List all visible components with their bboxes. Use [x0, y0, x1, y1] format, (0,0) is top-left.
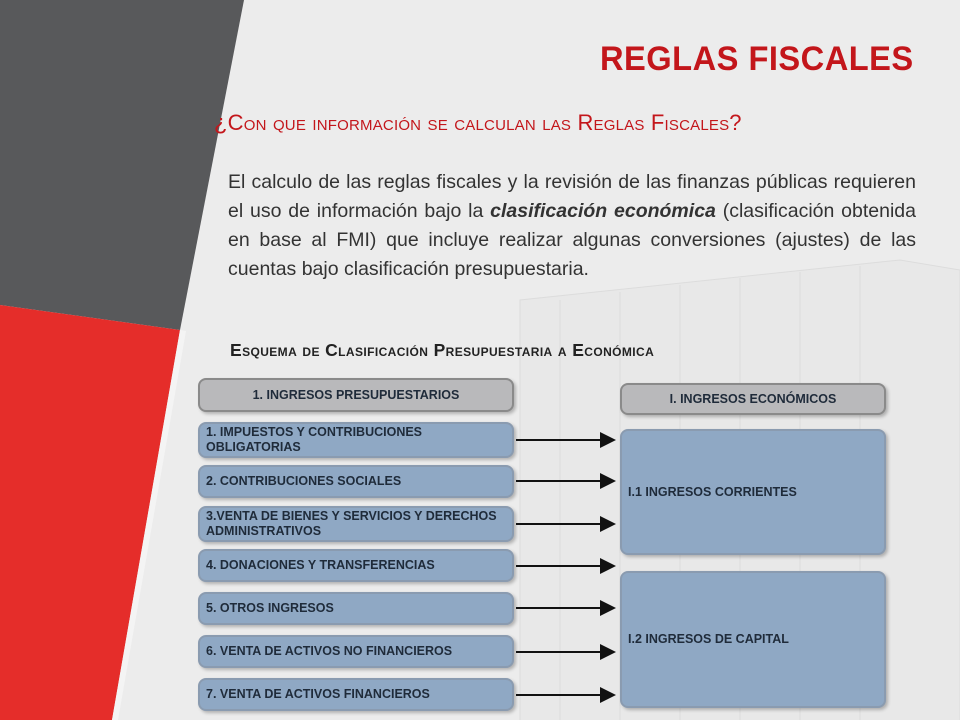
intro-paragraph	[228, 168, 916, 284]
left-item-7: 7. VENTA DE ACTIVOS FINANCIEROS	[198, 678, 514, 711]
slide-subtitle: ¿Con que información se calculan las Reglas Fiscales?	[214, 110, 742, 135]
left-item-5: 5. OTROS INGRESOS	[198, 592, 514, 625]
left-item-4: 4. DONACIONES Y TRANSFERENCIAS	[198, 549, 514, 582]
left-item-3: 3.VENTA DE BIENES Y SERVICIOS Y DERECHOS ADMINISTRATIVOS	[198, 506, 514, 542]
paragraph-emphasis: clasificación económica	[490, 200, 716, 222]
slide-title: REGLAS FISCALES	[600, 40, 914, 78]
right-header-box: I. INGRESOS ECONÓMICOS	[620, 383, 886, 415]
left-item-1: 1. IMPUESTOS Y CONTRIBUCIONES OBLIGATORIAS	[198, 422, 514, 458]
paragraph-part2: (clasificación obtenida en base al FMI) que incluye realizar algunas conversiones (ajustes) de las cuentas bajo clasificación presupuestaria.	[228, 200, 916, 280]
left-item-6: 6. VENTA DE ACTIVOS NO FINANCIEROS	[198, 635, 514, 668]
right-item-corrientes: I.1 INGRESOS CORRIENTES	[620, 429, 886, 555]
left-header-box: 1. INGRESOS PRESUPUESTARIOS	[198, 378, 514, 412]
left-item-2: 2. CONTRIBUCIONES SOCIALES	[198, 465, 514, 498]
scheme-title: Esquema de Clasificación Presupuestaria a Económica	[230, 340, 655, 360]
right-item-capital: I.2 INGRESOS DE CAPITAL	[620, 571, 886, 708]
paragraph-part1: El calculo de las reglas fiscales y la revisión de las finanzas públicas requieren el uso de información bajo la	[228, 171, 916, 222]
